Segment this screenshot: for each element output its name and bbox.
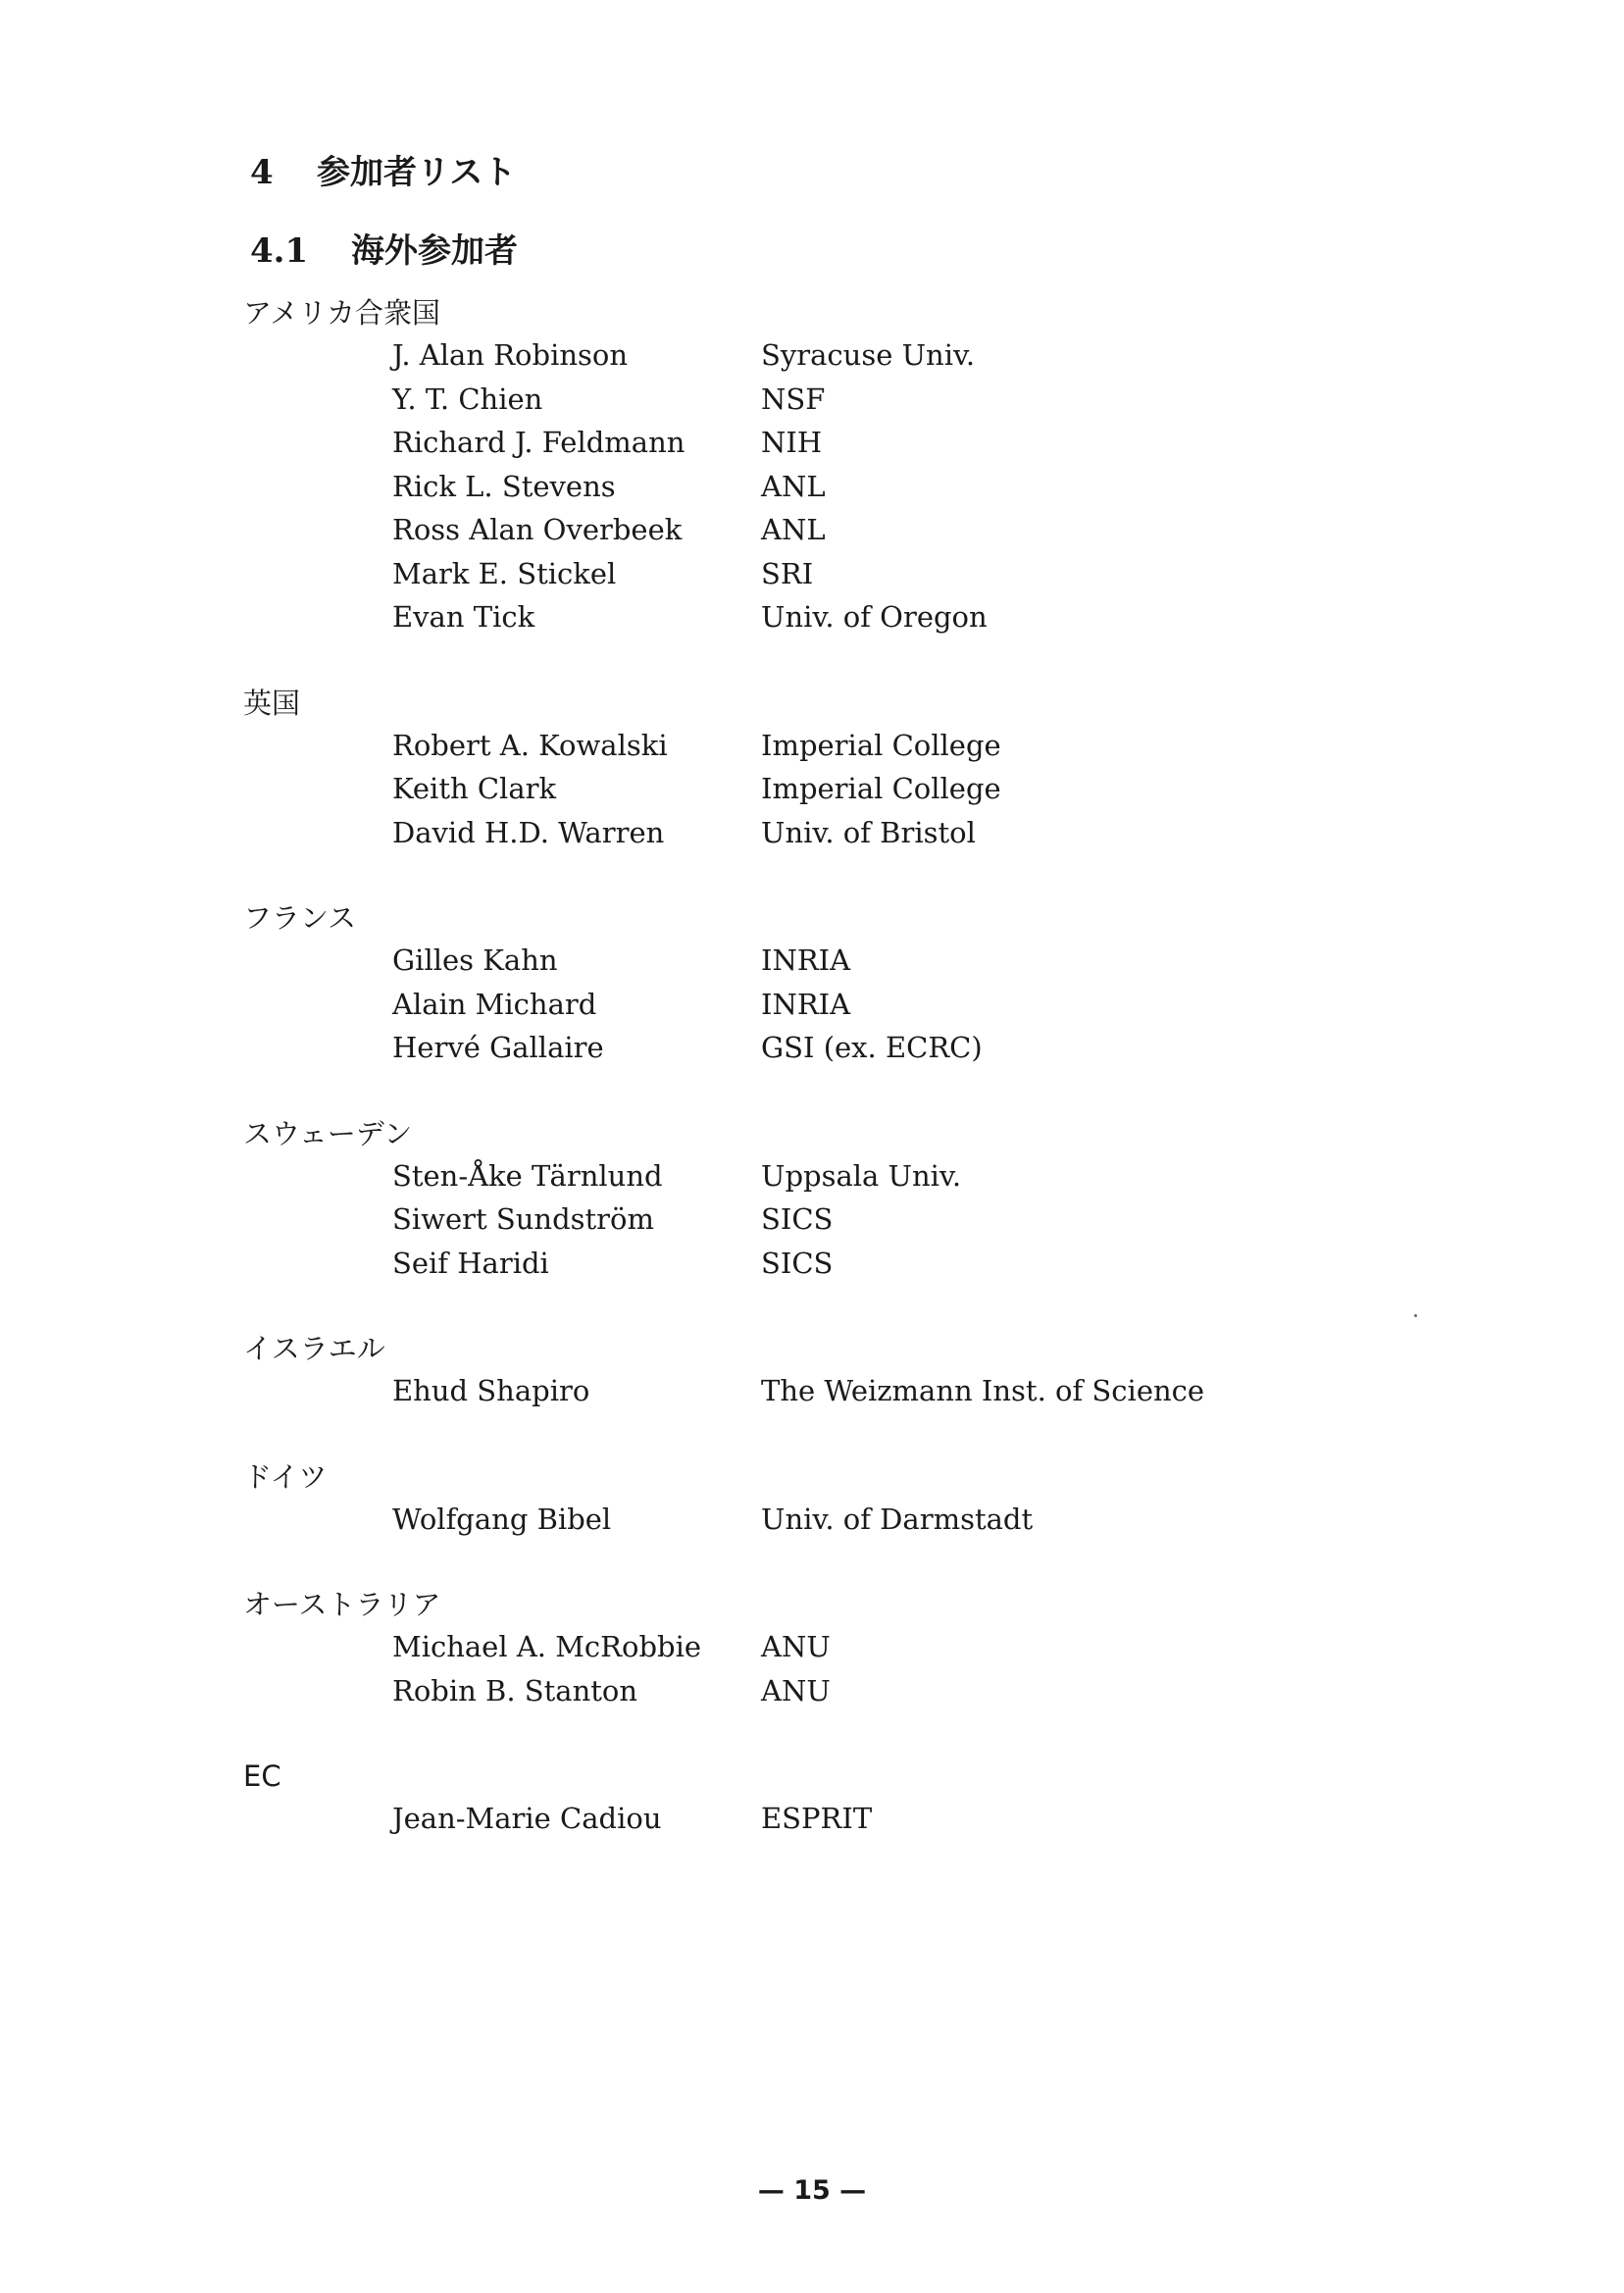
participant-affiliation: ESPRIT: [761, 1802, 873, 1835]
participant-row: [243, 1797, 1479, 1841]
participant-row: [243, 1197, 1479, 1242]
country-name: ドイツ: [243, 1459, 328, 1494]
participant-row: [243, 939, 1479, 983]
participant-row: [243, 1498, 1479, 1542]
participant-name: Evan Tick: [392, 600, 535, 634]
page-number: — 15 —: [757, 2175, 867, 2206]
participant-affiliation: INRIA: [761, 987, 851, 1021]
participant-name: Ehud Shapiro: [392, 1374, 590, 1407]
participant-affiliation: ANL: [761, 469, 826, 503]
participant-name: Gilles Kahn: [392, 943, 558, 977]
participant-name: J. Alan Robinson: [392, 338, 629, 372]
country-group: [243, 683, 1479, 855]
participant-affiliation: ANU: [761, 1673, 831, 1707]
participant-affiliation: SICS: [761, 1202, 834, 1236]
participant-name: Rick L. Stevens: [392, 469, 616, 503]
participant-row: [243, 595, 1479, 639]
participant-row: [243, 552, 1479, 596]
subsection-number: 4.1: [250, 231, 309, 271]
country-group: [243, 1584, 1479, 1712]
country-group: [243, 1328, 1479, 1413]
participant-row: [243, 333, 1479, 378]
participant-name: Ross Alan Overbeek: [392, 513, 683, 546]
participant-row: [243, 465, 1479, 509]
country-group: [243, 1456, 1479, 1542]
participant-affiliation: Imperial College: [761, 728, 1001, 762]
country-name: イスラエル: [243, 1332, 385, 1365]
participant-affiliation: GSI (ex. ECRC): [761, 1031, 983, 1064]
participant-affiliation: Uppsala Univ.: [761, 1158, 962, 1193]
participant-name: Wolfgang Bibel: [392, 1502, 612, 1536]
participant-row: [243, 1242, 1479, 1286]
participant-row: [243, 811, 1479, 855]
country-name: スウェーデン: [243, 1116, 413, 1150]
participant-name: Jean-Marie Cadiou: [392, 1802, 662, 1835]
subsection-title: 海外参加者: [351, 231, 518, 271]
country-name: アメリカ合衆国: [243, 296, 440, 330]
scan-artifact-dot: [1414, 1314, 1417, 1317]
participant-name: Y. T. Chien: [392, 382, 543, 416]
participant-name: David H.D. Warren: [392, 815, 665, 849]
participant-row: [243, 1026, 1479, 1070]
participant-name: Richard J. Feldmann: [392, 426, 685, 459]
participant-affiliation: Syracuse Univ.: [761, 338, 976, 372]
section-number: 4: [250, 153, 274, 192]
participant-affiliation: Univ. of Bristol: [761, 815, 976, 849]
participant-affiliation: SRI: [761, 556, 814, 590]
subsection-heading: [250, 224, 518, 272]
participant-name: Alain Michard: [392, 987, 597, 1021]
participant-affiliation: SICS: [761, 1246, 834, 1280]
participant-list: [243, 292, 1479, 1884]
participant-affiliation: NIH: [761, 426, 823, 459]
participant-name: Mark E. Stickel: [392, 556, 617, 590]
participant-affiliation: Univ. of Oregon: [761, 600, 988, 634]
participant-row: [243, 1669, 1479, 1713]
participant-row: [243, 508, 1479, 552]
participant-name: Hervé Gallaire: [392, 1031, 604, 1064]
country-group: [243, 1113, 1479, 1286]
section-heading: [250, 145, 516, 193]
participant-name: Seif Haridi: [392, 1246, 549, 1280]
participant-name: Siwert Sundström: [392, 1202, 655, 1236]
country-name: オーストラリア: [243, 1588, 441, 1621]
country-group: [243, 897, 1479, 1070]
country-name: フランス: [243, 901, 357, 935]
country-name: EC: [243, 1759, 281, 1793]
participant-affiliation: ANU: [761, 1630, 831, 1663]
participant-row: [243, 983, 1479, 1027]
country-group: [243, 292, 1479, 639]
participant-name: Robert A. Kowalski: [392, 728, 668, 762]
participant-name: Keith Clark: [392, 772, 557, 805]
participant-affiliation: ANL: [761, 513, 826, 546]
participant-affiliation: INRIA: [761, 943, 851, 977]
country-name: 英国: [243, 686, 301, 720]
participant-row: [243, 421, 1479, 465]
participant-name: Robin B. Stanton: [392, 1673, 638, 1707]
country-group: [243, 1756, 1479, 1841]
participant-row: [243, 767, 1479, 811]
participant-affiliation: The Weizmann Inst. of Science: [761, 1374, 1205, 1407]
participant-row: [243, 1369, 1479, 1413]
participant-row: [243, 1154, 1479, 1198]
participant-row: [243, 378, 1479, 422]
participant-affiliation: Imperial College: [761, 772, 1001, 805]
participant-affiliation: Univ. of Darmstadt: [761, 1502, 1034, 1536]
participant-name: Sten-Åke Tärnlund: [392, 1158, 663, 1193]
section-title: 参加者リスト: [317, 153, 517, 192]
participant-affiliation: NSF: [761, 382, 826, 416]
participant-row: [243, 1625, 1479, 1669]
participant-name: Michael A. McRobbie: [392, 1630, 702, 1663]
participant-row: [243, 724, 1479, 768]
